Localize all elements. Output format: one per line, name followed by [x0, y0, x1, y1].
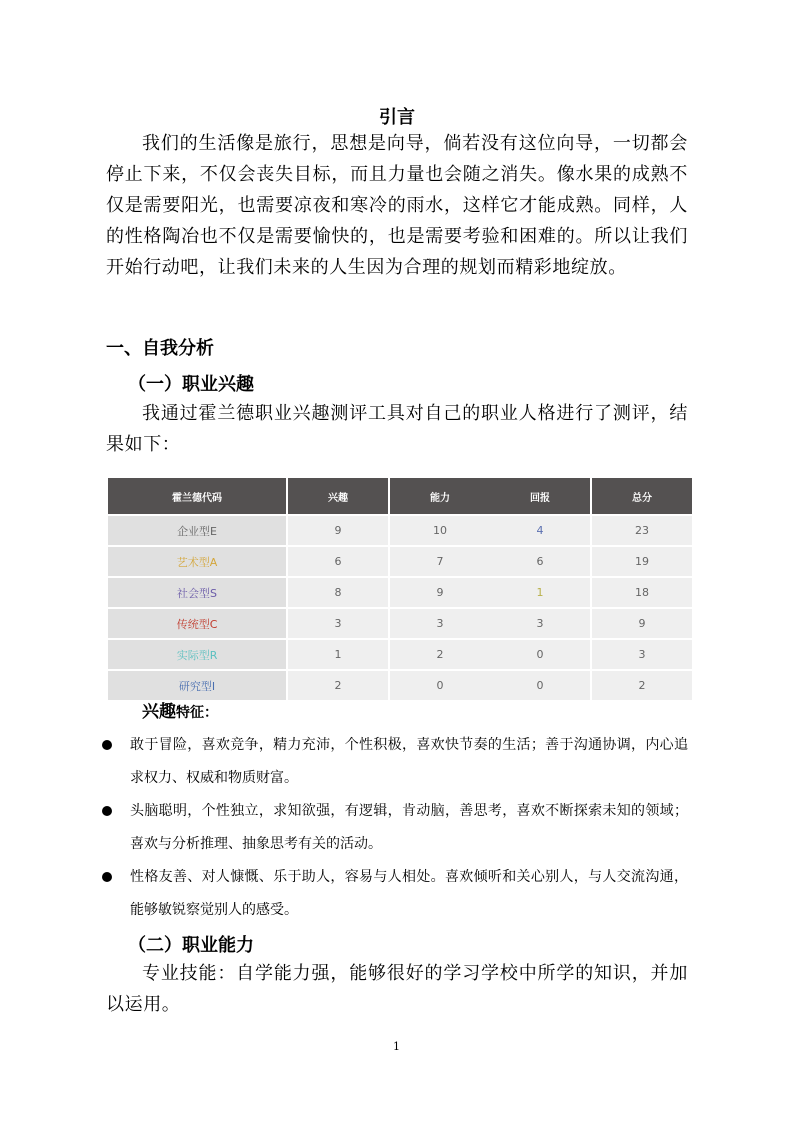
cell-total: 2: [591, 670, 692, 700]
subsection-heading-ability: （二）职业能力: [128, 935, 254, 956]
cell-reward: 0: [490, 670, 591, 700]
cell-type: 企业型E: [108, 515, 287, 546]
bullet-item: [102, 729, 688, 795]
cell-interest: 8: [287, 577, 389, 608]
table-row: [108, 608, 692, 639]
subsection-heading-interest: （一）职业兴趣: [128, 374, 254, 395]
cell-interest: 3: [287, 608, 389, 639]
bullet-dot-icon: [102, 806, 112, 816]
cell-reward: 3: [490, 608, 591, 639]
cell-type: 实际型R: [108, 639, 287, 670]
bullet-text: 头脑聪明，个性独立，求知欲强，有逻辑，肯动脑，善思考，喜欢不断探索未知的领域；喜欢与分析推理、抽象思考有关的活动。: [130, 803, 688, 852]
cell-interest: 9: [287, 515, 389, 546]
cell-reward: 6: [490, 546, 591, 577]
features-label-big: 兴趣: [142, 702, 176, 722]
table-row: [108, 670, 692, 700]
bullet-item: [102, 861, 688, 927]
cell-ability: 3: [389, 608, 490, 639]
table-row: [108, 577, 692, 608]
bullet-text: 敢于冒险，喜欢竞争，精力充沛，个性积极，喜欢快节奏的生活；善于沟通协调，内心追求权力、权威和物质财富。: [130, 737, 688, 786]
cell-total: 18: [591, 577, 692, 608]
cell-type: 传统型C: [108, 608, 287, 639]
cell-reward: 4: [490, 515, 591, 546]
cell-total: 23: [591, 515, 692, 546]
cell-total: 3: [591, 639, 692, 670]
features-label-small: 特征：: [176, 705, 218, 721]
bullet-item: [102, 795, 688, 861]
cell-type: 社会型S: [108, 577, 287, 608]
cell-reward: 0: [490, 639, 591, 670]
cell-ability: 7: [389, 546, 490, 577]
table-row: [108, 639, 692, 670]
holland-table: [108, 478, 692, 700]
header-reward: 回报: [490, 478, 591, 515]
interest-paragraph: 我通过霍兰德职业兴趣测评工具对自己的职业人格进行了测评，结果如下：: [106, 403, 688, 455]
cell-ability: 9: [389, 577, 490, 608]
table-header-row: [108, 478, 692, 515]
header-code: 霍兰德代码: [108, 478, 287, 515]
cell-total: 19: [591, 546, 692, 577]
cell-ability: 10: [389, 515, 490, 546]
page-title: 引言: [379, 107, 415, 128]
intro-paragraph: 我们的生活像是旅行，思想是向导，倘若没有这位向导，一切都会停止下来，不仅会丧失目标，而且力量也会随之消失。像水果的成熟不仅是需要阳光，也需要凉夜和寒冷的雨水，这样它才能成熟。同样，人的性格陶冶也不仅是需要愉快的，也是需要考验和困难的。所以让我们开始行动吧，让我们未来的人生因为合理的规划而精彩地绽放。: [106, 133, 688, 278]
page-number: 1: [393, 1040, 400, 1053]
cell-type: 艺术型A: [108, 546, 287, 577]
table-row: [108, 546, 692, 577]
ability-paragraph: 专业技能：自学能力强，能够很好的学习学校中所学的知识，并加以运用。: [106, 963, 688, 1015]
header-interest: 兴趣: [287, 478, 389, 515]
cell-interest: 1: [287, 639, 389, 670]
cell-interest: 2: [287, 670, 389, 700]
table-row: [108, 515, 692, 546]
cell-ability: 0: [389, 670, 490, 700]
cell-total: 9: [591, 608, 692, 639]
bullet-text: 性格友善、对人慷慨、乐于助人，容易与人相处。喜欢倾听和关心别人，与人交流沟通，能够敏锐察觉别人的感受。: [130, 869, 688, 918]
bullet-dot-icon: [102, 872, 112, 882]
section-heading-self-analysis: 一、自我分析: [106, 338, 214, 359]
header-ability: 能力: [389, 478, 490, 515]
cell-type: 研究型I: [108, 670, 287, 700]
bullet-dot-icon: [102, 740, 112, 750]
cell-reward: 1: [490, 577, 591, 608]
features-label: [142, 697, 218, 722]
cell-interest: 6: [287, 546, 389, 577]
cell-ability: 2: [389, 639, 490, 670]
header-total: 总分: [591, 478, 692, 515]
